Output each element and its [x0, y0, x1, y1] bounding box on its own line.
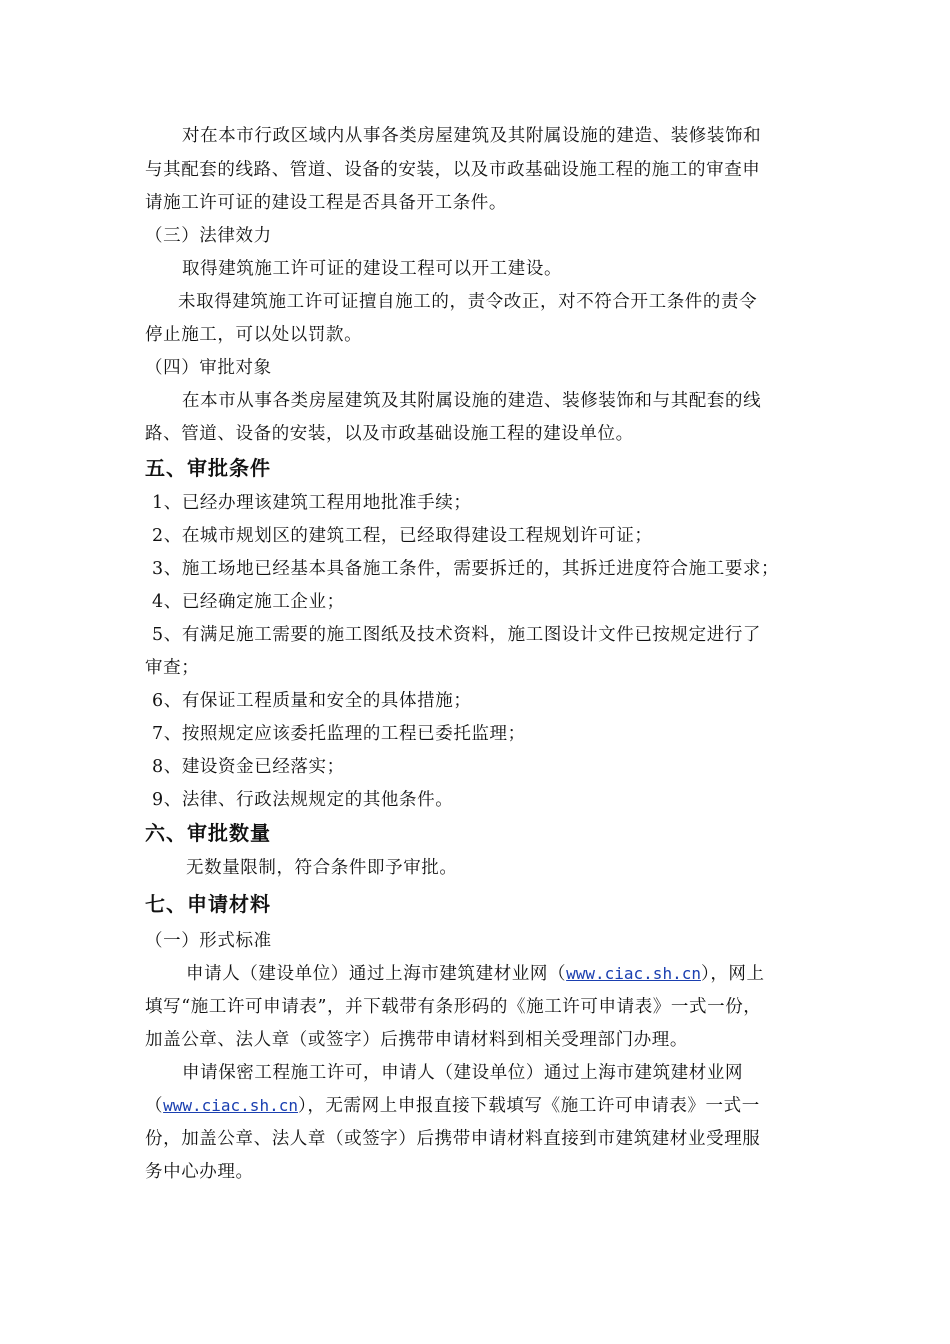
paragraph-line: 路、管道、设备的安装，以及市政基础设施工程的建设单位。 [145, 424, 634, 444]
text-segment: 申请人（建设单位）通过上海市建筑建材业网（ [186, 964, 567, 984]
condition-item: 4、已经确定施工企业； [152, 592, 345, 612]
condition-item: 9、法律、行政法规规定的其他条件。 [152, 790, 454, 810]
section-heading-application-materials: 七、申请材料 [145, 892, 271, 916]
paragraph-line: 份，加盖公章、法人章（或签字）后携带申请材料直接到市建筑建材业受理服 [145, 1129, 761, 1149]
paragraph-line: 加盖公章、法人章（或签字）后携带申请材料到相关受理部门办理。 [145, 1030, 688, 1050]
paragraph-line: 请施工许可证的建设工程是否具备开工条件。 [145, 193, 507, 213]
subsection-title-format-standard: （一）形式标准 [145, 931, 272, 951]
section-heading-approval-conditions: 五、审批条件 [145, 456, 271, 480]
text-segment: ），无需网上申报直接下载填写《施工许可申请表》一式一 [297, 1096, 760, 1116]
paragraph-line: 申请保密工程施工许可，申请人（建设单位）通过上海市建筑建材业网 [182, 1063, 744, 1083]
ciac-website-link[interactable]: www.ciac.sh.cn [566, 964, 701, 983]
condition-item: 3、施工场地已经基本具备施工条件，需要拆迁的，其拆迁进度符合施工要求； [152, 559, 780, 579]
subsection-title-approval-target: （四）审批对象 [145, 358, 272, 378]
paragraph-line: 在本市从事各类房屋建筑及其附属设施的建造、装修装饰和与其配套的线 [182, 391, 762, 411]
condition-item-continued: 审查； [145, 658, 200, 678]
paragraph-line: 未取得建筑施工许可证擅自施工的，责令改正，对不符合开工条件的责令 [178, 292, 758, 312]
paragraph-line: 取得建筑施工许可证的建设工程可以开工建设。 [182, 259, 563, 279]
paragraph-line: 填写“施工许可申请表”，并下载带有条形码的《施工许可申请表》一式一份， [145, 997, 762, 1017]
condition-item: 7、按照规定应该委托监理的工程已委托监理； [152, 724, 526, 744]
text-segment: （ [145, 1096, 164, 1116]
condition-item: 1、已经办理该建筑工程用地批准手续； [152, 493, 472, 513]
paragraph-line: 与其配套的线路、管道、设备的安装，以及市政基础设施工程的施工的审查申 [145, 160, 761, 180]
condition-item: 6、有保证工程质量和安全的具体措施； [152, 691, 472, 711]
section-heading-approval-quantity: 六、审批数量 [145, 821, 271, 845]
paragraph-line: 无数量限制，符合条件即予审批。 [186, 858, 458, 878]
subsection-title-legal-effect: （三）法律效力 [145, 226, 272, 246]
paragraph-line [145, 1094, 815, 1118]
condition-item: 8、建设资金已经落实； [152, 757, 345, 777]
ciac-website-link[interactable]: www.ciac.sh.cn [163, 1096, 298, 1115]
text-segment: ），网上 [700, 964, 765, 984]
paragraph-line: 对在本市行政区域内从事各类房屋建筑及其附属设施的建造、装修装饰和 [182, 126, 762, 146]
paragraph-line: 停止施工，可以处以罚款。 [145, 325, 363, 345]
condition-item: 5、有满足施工需要的施工图纸及技术资料，施工图设计文件已按规定进行了 [152, 625, 762, 645]
condition-item: 2、在城市规划区的建筑工程，已经取得建设工程规划许可证； [152, 526, 653, 546]
paragraph-line: 务中心办理。 [145, 1162, 254, 1182]
paragraph-line [186, 962, 856, 986]
